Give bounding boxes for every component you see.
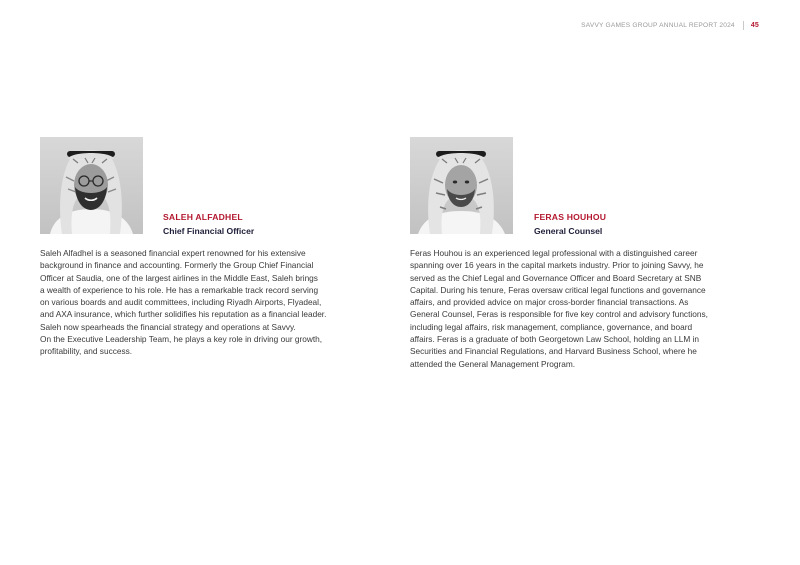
profile-role: General Counsel	[534, 226, 603, 236]
page-number: 45	[750, 22, 759, 29]
portrait-photo	[40, 137, 143, 234]
profile-bio: Saleh Alfadhel is a seasoned financial expert renowned for his extensive background in finance and accounting. Formerly the Group Chief Financial Officer at Saudia, one of the largest airlines in the Middle East, Saleh brings a wealth of experience to his role. He has a remarkable track record serving on various boards and audit committees, including Riyadh Airports, Flyadeal, and AXA insurance, which further solidifies his reputation as a financial leader. Saleh now spearheads the financial strategy and operations at Savvy. On the Executive Leadership Team, he plays a key role in driving our growth, profitability, and success.	[40, 248, 327, 357]
profile-name: SALEH ALFADHEL	[163, 212, 243, 222]
page-header	[581, 21, 759, 30]
profile-name: FERAS HOUHOU	[534, 212, 607, 222]
portrait-photo	[410, 137, 513, 234]
profile-bio: Feras Houhou is an experienced legal professional with a distinguished career spanning over 16 years in the capital markets industry. Prior to joining Savvy, he served as the Chief Legal and Governance Officer and Board Secretary at SNB Capital. During his tenure, Feras oversaw critical legal functions and governance affairs, and provided advice on major cross-border financial transactions. As General Counsel, Feras is responsible for five key control and advisory functions, including legal affairs, risk management, compliance, governance, and board affairs. Feras is a graduate of both Georgetown Law School, holding an LLM in Securities and Financial Regulations, and Harvard Business School, where he attended the General Management Program.	[410, 248, 708, 369]
report-title: SAVVY GAMES GROUP ANNUAL REPORT 2024	[581, 22, 735, 29]
profile-role: Chief Financial Officer	[163, 226, 255, 236]
header-divider	[743, 21, 744, 30]
